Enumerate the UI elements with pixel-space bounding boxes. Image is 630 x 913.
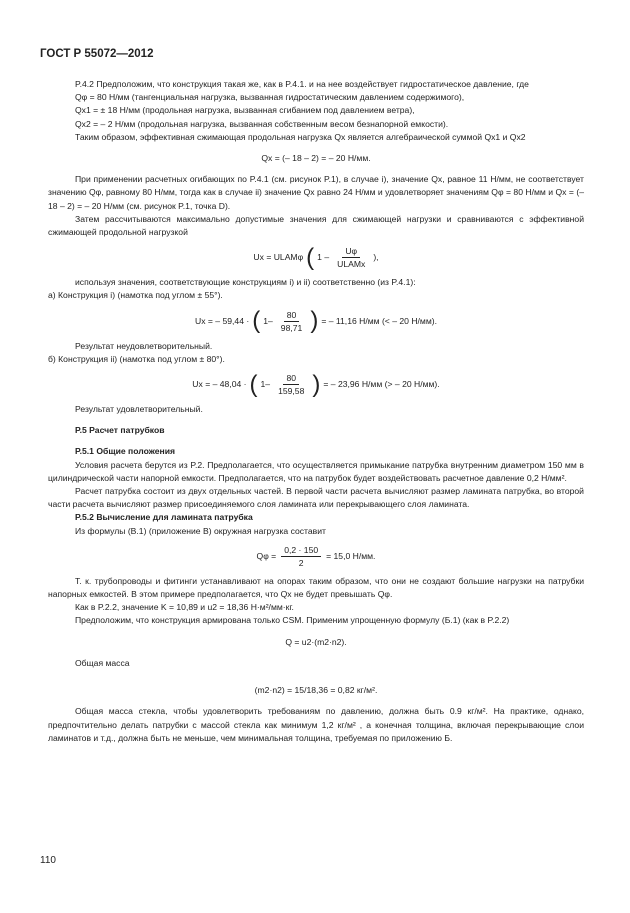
equation-ux-a — [48, 309, 584, 334]
section-heading-p5-1: P.5.1 Общие положения — [75, 446, 175, 457]
eq3-fraction — [278, 309, 306, 334]
section-heading-p5-2: P.5.2 Вычисление для ламината патрубка — [75, 512, 253, 523]
eq3-rhs: = – 11,16 Н/мм (< – 20 Н/мм). — [321, 315, 437, 326]
equation-q-phi — [48, 544, 584, 569]
paragraph-envelopes: При применении расчетных огибающих по P.4.1 (см. рисунок P.1), в случае i), значение Qx, равное 11 Н/мм, не соответствует значению Qφ, равному 80 Н/мм, тогда как в случае ii) значение Qx равно 24 Н/мм и удовлетворяет значениям Qφ = 80 Н/мм и Qx = (– 18 – 2) = – 20 Н/мм (см. рисунок P.1, точка D). — [48, 174, 584, 211]
page-body — [48, 78, 584, 745]
paragraph-p4-2: P.4.2 Предположим, что конструкция такая же, как в P.4.1. и на нее воздействует гидростатическое давление, где — [75, 79, 529, 89]
paragraph-conditions: Условия расчета берутся из P.2. Предполагается, что осуществляется примыкание патрубка внутренним диаметром 150 мм в цилиндрической части напорной емкости. Предполагается, что на патрубок будет воздействовать расчетное давление 0,2 Н/мм². — [48, 459, 584, 483]
eq4-fraction — [275, 372, 307, 397]
eq2-one: 1 – — [317, 252, 330, 263]
eq3-one: 1– — [263, 315, 273, 326]
document-header: ГОСТ Р 55072—2012 — [40, 48, 154, 60]
paragraph-csm: Предположим, что конструкция армирована только CSM. Применим упрощенную формулу (Б.1) (как в P.2.2) — [75, 615, 510, 626]
def-qx2: Qx2 = – 2 Н/мм (продольная нагрузка, вызванная собственным весом безнапорной емкости). — [75, 118, 449, 129]
eq3-numerator: 80 — [284, 309, 300, 322]
open-paren-icon: ( — [252, 307, 261, 335]
eq4-denominator: 159,58 — [278, 386, 305, 397]
eq4-numerator: 80 — [283, 372, 299, 385]
eq5-rhs: = 15,0 Н/мм. — [326, 550, 376, 561]
paragraph-k-value: Как в P.2.2, значение K = 10,89 и u2 = 18,36 Н·м²/мм·кг. — [75, 602, 294, 613]
paragraph-total-mass: Общая масса — [75, 657, 130, 668]
equation-qx-sum: Qx = (– 18 – 2) = – 20 Н/мм. — [261, 153, 371, 164]
result-satisfactory: Результат удовлетворительный. — [75, 404, 203, 415]
eq2-fraction — [334, 245, 368, 270]
equation-ux-b — [48, 372, 584, 397]
eq5-numerator: 0,2 · 150 — [281, 544, 321, 557]
eq3-denominator: 98,71 — [280, 322, 303, 333]
eq4-lhs: Ux = – 48,04 · — [192, 378, 247, 389]
eq5-fraction — [281, 544, 321, 569]
page-number: 110 — [40, 855, 56, 866]
equation-mass: (m2·n2) = 15/18,36 = 0,82 кг/м². — [254, 685, 378, 696]
result-unsatisfactory: Результат неудовлетворительный. — [75, 340, 213, 351]
paragraph-max-values: Затем рассчитываются максимально допустимые значения для сжимающей нагрузки и сравниваются с эффективной сжимающей продольной нагрузкой — [48, 213, 584, 238]
equation-ux-general — [48, 245, 584, 270]
eq4-rhs: = – 23,96 Н/мм (> – 20 Н/мм). — [323, 378, 440, 389]
paragraph-glass-mass: Общая масса стекла, чтобы удовлетворить требованиям по давлению, должна быть 0.9 кг/м². На практике, однако, предпочтительно делать патрубки с массой стекла как минимум 1,2 кг/м² , а конечная толщина, включая перекрывающие слои ламинатов и т.д., должна быть не меньше, чем минимальная толщина, требуемая по приложению Б. — [48, 706, 584, 743]
eq3-lhs: Ux = – 59,44 · — [195, 315, 250, 326]
def-qx1: Qx1 = ± 18 Н/мм (продольная нагрузка, вызванная сгибанием под давлением ветра), — [75, 105, 415, 116]
close-paren-icon: ) — [312, 370, 321, 398]
paragraph-two-parts: Расчет патрубка состоит из двух отдельных частей. В первой части расчета вычисляют размер ламината патрубка, во второй части расчета вычисляют размер присоединяемого слоя ламината или перекрывающего слоя ламината. — [48, 486, 584, 510]
section-heading-p5: P.5 Расчет патрубков — [75, 425, 165, 436]
paragraph-pipelines: Т. к. трубопроводы и фитинги устанавливают на опорах таким образом, что они не создают большие нагрузки на патрубки напорных емкостей. В этом примере предполагается, что Qx не будет превышать Qφ. — [48, 575, 584, 600]
paragraph-effective-load: Таким образом, эффективная сжимающая продольная нагрузка Qx является алгебраической суммой Qx1 и Qx2 — [75, 131, 526, 142]
paragraph-formula-ref: Из формулы (В.1) (приложение В) окружная нагрузка составит — [75, 525, 326, 536]
eq5-denominator: 2 — [298, 557, 304, 568]
def-q-phi: Qφ = 80 Н/мм (тангенциальная нагрузка, вызванная гидростатическим давлением содержимого), — [75, 92, 465, 103]
eq2-numerator: Uφ — [342, 245, 360, 258]
eq2-denominator: ULAMx — [337, 259, 366, 270]
eq4-one: 1– — [260, 378, 271, 389]
close-paren-icon: ) — [310, 307, 319, 335]
eq5-lhs: Qφ = — [256, 550, 277, 561]
item-construction-b: б) Конструкция ii) (намотка под углом ± 80°). — [48, 353, 225, 364]
paragraph-using-values: используя значения, соответствующие конструкциям i) и ii) соответственно (из P.4.1): — [75, 277, 416, 288]
equation-q-u2: Q = u2·(m2·n2). — [285, 636, 347, 647]
eq2-end: ), — [373, 252, 379, 263]
eq2-lhs: Ux = ULAMφ — [253, 252, 304, 263]
open-paren-icon: ( — [249, 370, 258, 398]
open-paren-icon: ( — [306, 243, 315, 271]
item-construction-a: а) Конструкция i) (намотка под углом ± 55°). — [48, 290, 223, 301]
